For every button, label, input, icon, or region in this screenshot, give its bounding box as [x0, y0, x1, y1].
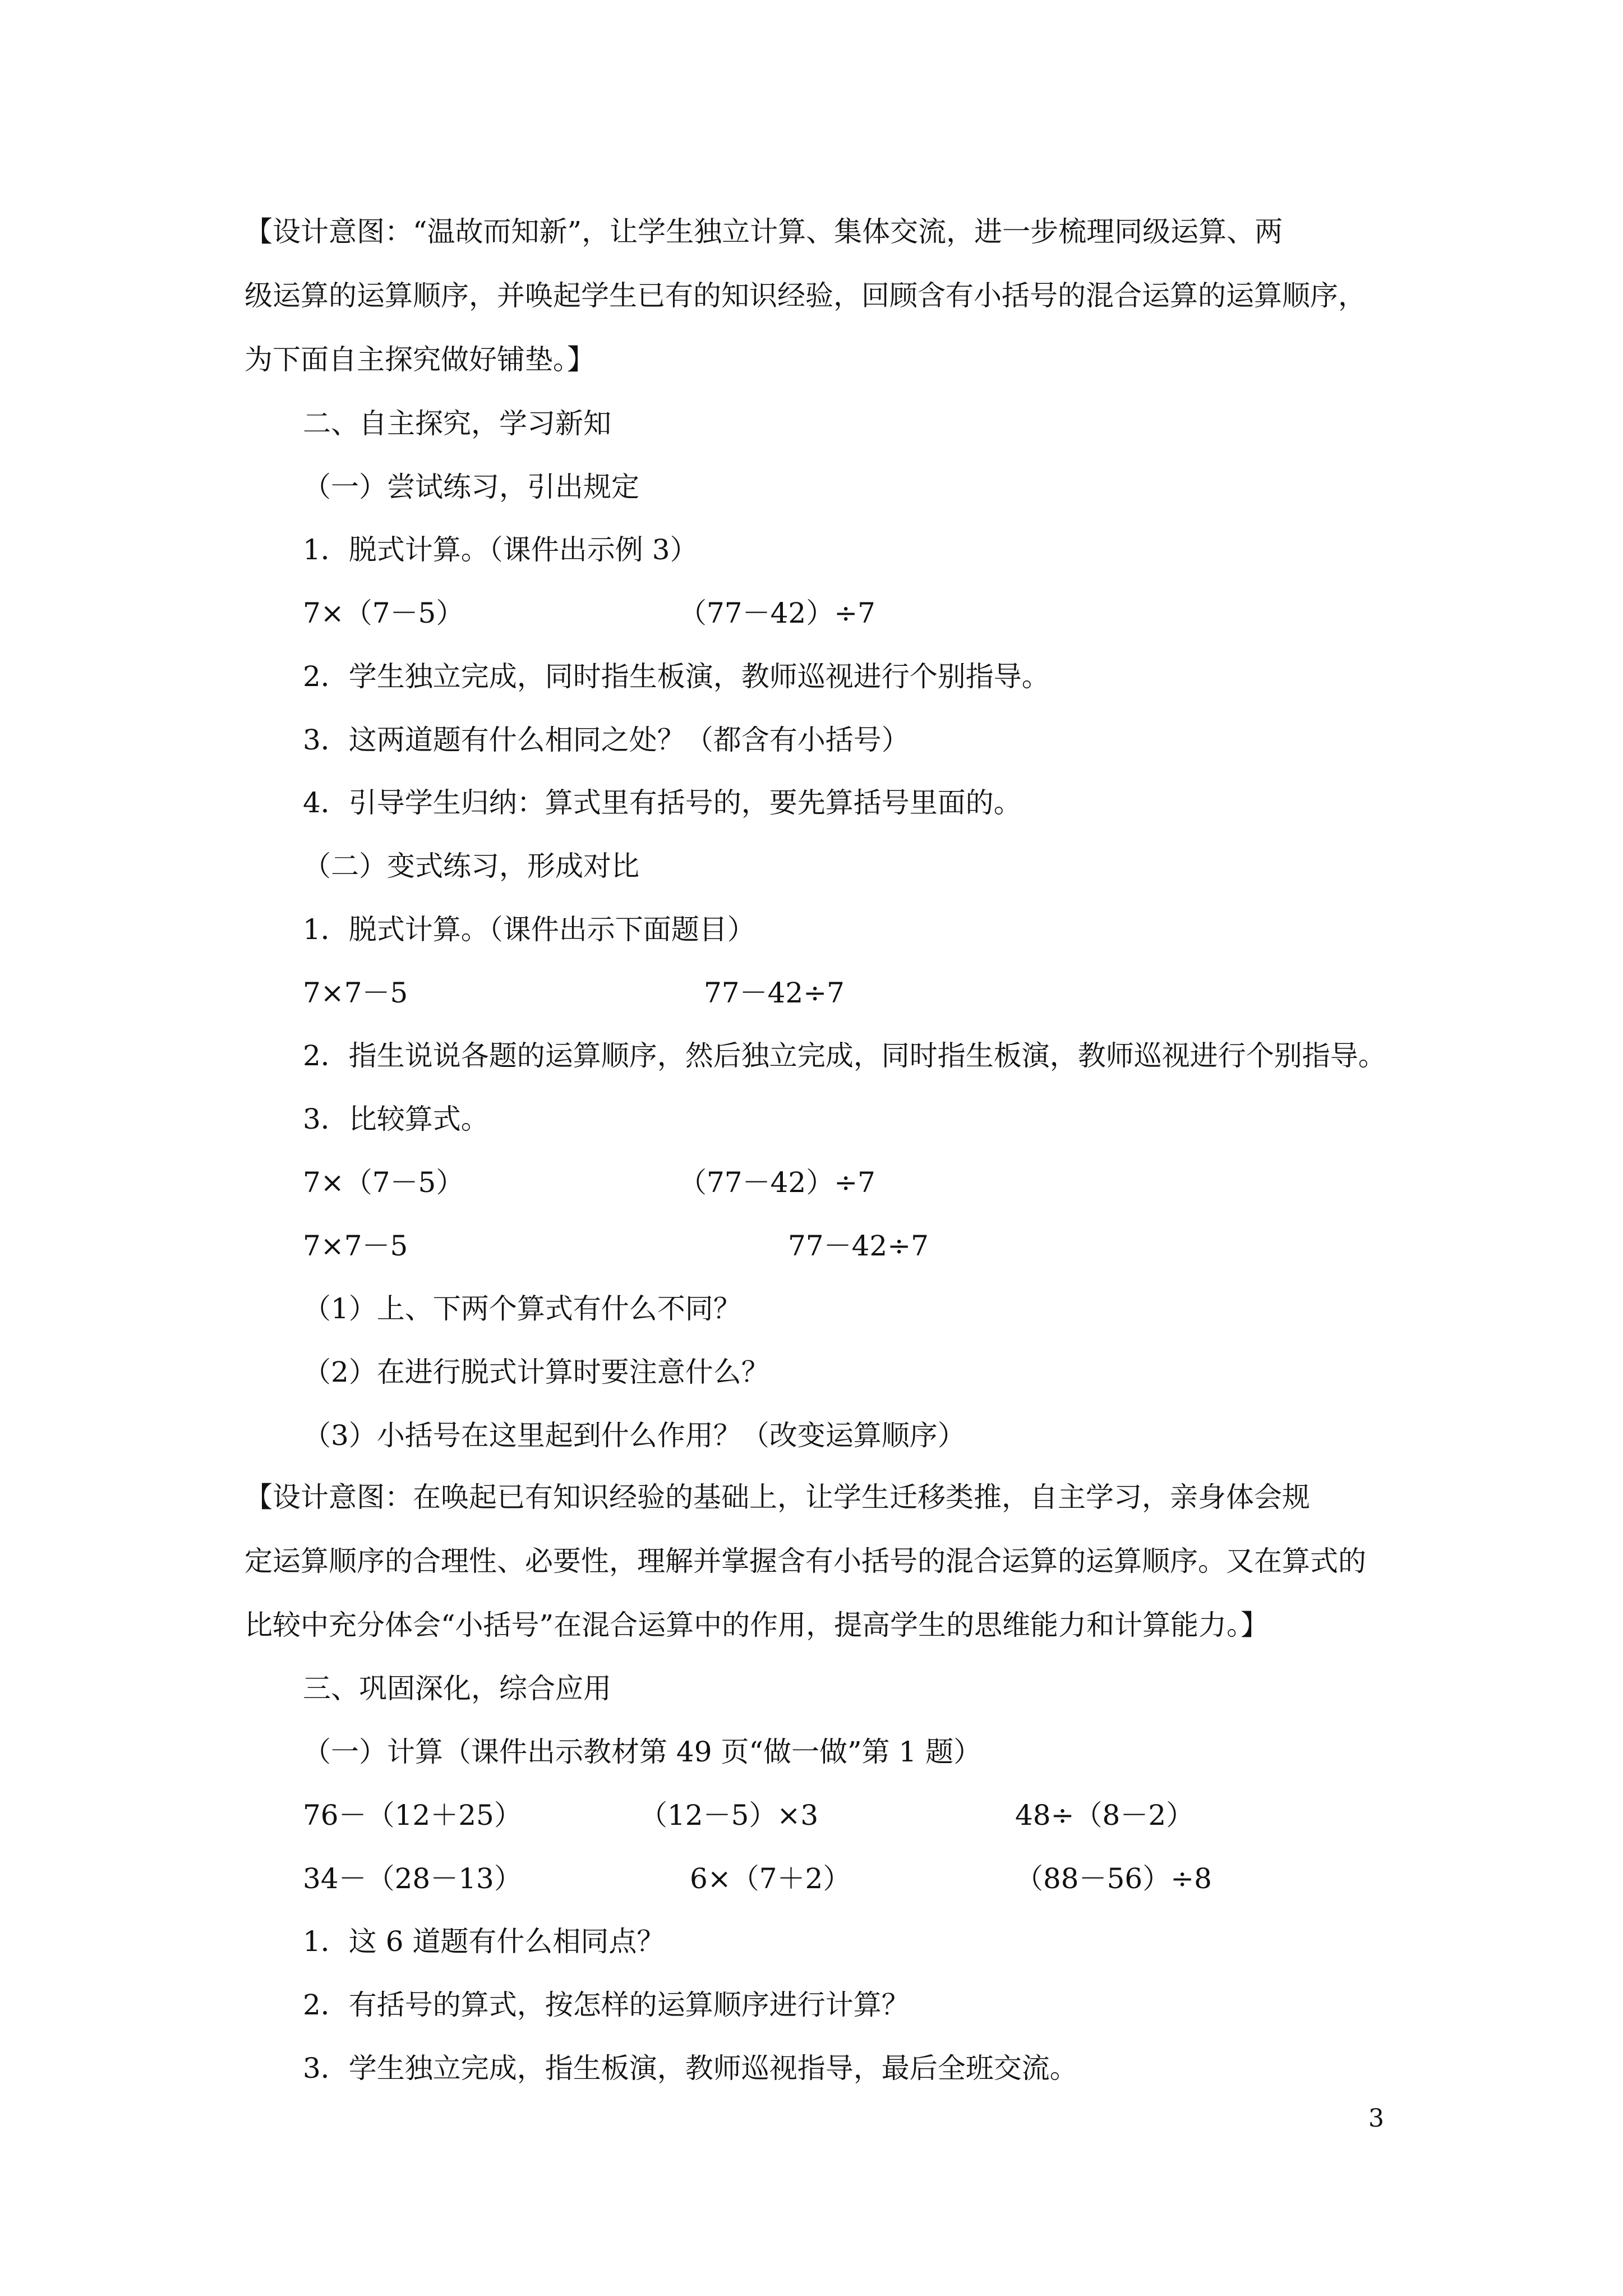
- design-intent-2-line-2: 定运算顺序的合理性、必要性，理解并掌握含有小括号的混合运算的运算顺序。又在算式的: [245, 1545, 1366, 1577]
- section-2-part-2-item-2: 2．指生说说各题的运算顺序，然后独立完成，同时指生板演，教师巡视进行个别指导。: [303, 1039, 1386, 1072]
- expression-77-minus-42-div-7: 77－42÷7: [704, 977, 845, 1009]
- section-3-part-1-item-1: 1．这 6 道题有什么相同点？: [303, 1925, 665, 1958]
- expression-7x7-minus-5: 7×7－5: [303, 977, 408, 1009]
- section-3-part-1-item-2: 2．有括号的算式，按怎样的运算顺序进行计算？: [303, 1989, 910, 2021]
- section-2-part-2-title: （二）变式练习，形成对比: [303, 850, 639, 882]
- section-2-part-2-item-1: 1．脱式计算。（课件出示下面题目）: [303, 913, 755, 946]
- section-2-heading: 二、自主探究，学习新知: [303, 407, 611, 440]
- section-3-part-1-item-3: 3．学生独立完成，指生板演，教师巡视指导，最后全班交流。: [303, 2052, 1078, 2085]
- compare-expression-b2: 77－42÷7: [788, 1230, 929, 1262]
- exercise-expression-1: 76－（12＋25）: [303, 1799, 522, 1832]
- section-3-part-1-title: （一）计算（课件出示教材第 49 页“做一做”第 1 题）: [303, 1736, 982, 1768]
- compare-expression-a2: 7×7－5: [303, 1230, 408, 1262]
- compare-expression-b1: （77－42）÷7: [679, 1166, 875, 1199]
- design-intent-2-line-3: 比较中充分体会“小括号”在混合运算中的作用，提高学生的思维能力和计算能力。】: [245, 1609, 1269, 1641]
- design-intent-1-line-1: 【设计意图：“温故而知新”，让学生独立计算、集体交流，进一步梳理同级运算、两: [245, 215, 1283, 248]
- section-3-heading: 三、巩固深化，综合应用: [303, 1672, 611, 1705]
- exercise-expression-5: 6×（7＋2）: [690, 1862, 851, 1895]
- design-intent-paragraph-1: [245, 200, 1392, 392]
- compare-expression-a1: 7×（7－5）: [303, 1166, 464, 1199]
- section-2-part-1-item-2: 2．学生独立完成，同时指生板演，教师巡视进行个别指导。: [303, 660, 1050, 693]
- design-intent-1-line-3: 为下面自主探究做好铺垫。】: [245, 343, 595, 376]
- question-3: （3）小括号在这里起到什么作用？（改变运算顺序）: [303, 1419, 966, 1452]
- section-2-part-2-item-3: 3．比较算式。: [303, 1103, 489, 1135]
- expression-7x-paren-7-minus-5: 7×（7－5）: [303, 597, 464, 629]
- design-intent-1-line-2: 级运算的运算顺序，并唤起学生已有的知识经验，回顾含有小括号的混合运算的运算顺序，: [245, 279, 1366, 312]
- section-2-part-1-title: （一）尝试练习，引出规定: [303, 471, 639, 503]
- page-number: 3: [1368, 2104, 1384, 2133]
- section-2-part-1-item-4: 4．引导学生归纳：算式里有括号的，要先算括号里面的。: [303, 786, 1022, 819]
- exercise-expression-4: 34－（28－13）: [303, 1862, 522, 1895]
- design-intent-paragraph-2: [245, 1465, 1392, 1657]
- exercise-expression-6: （88－56）÷8: [1015, 1862, 1212, 1895]
- exercise-expression-2: （12－5）×3: [639, 1799, 819, 1832]
- section-2-part-1-item-3: 3．这两道题有什么相同之处？（都含有小括号）: [303, 724, 910, 756]
- expression-paren-77-minus-42-div-7: （77－42）÷7: [679, 597, 875, 629]
- exercise-expression-3: 48÷（8－2）: [1015, 1799, 1195, 1832]
- question-1: （1）上、下两个算式有什么不同？: [303, 1292, 741, 1325]
- section-2-part-1-item-1: 1．脱式计算。（课件出示例 3）: [303, 533, 698, 566]
- design-intent-2-line-1: 【设计意图：在唤起已有知识经验的基础上，让学生迁移类推，自主学习，亲身体会规: [245, 1481, 1310, 1513]
- question-2: （2）在进行脱式计算时要注意什么？: [303, 1356, 769, 1388]
